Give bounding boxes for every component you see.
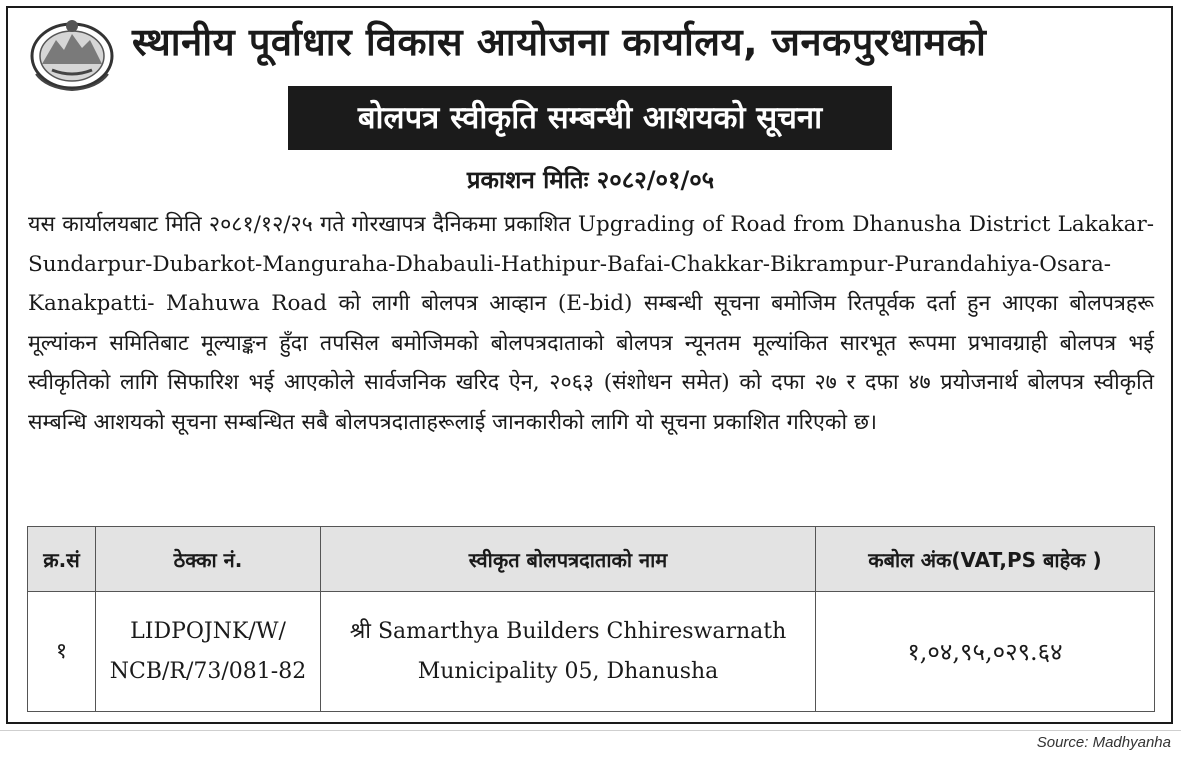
notice-title-banner: बोलपत्र स्वीकृति सम्बन्धी आशयको सूचना bbox=[288, 86, 892, 150]
header-bidder-name: स्वीकृत बोलपत्रदाताको नाम bbox=[321, 527, 816, 592]
notice-paragraph: यस कार्यालयबाट मिति २०८१/१२/२५ गते गोरखापत्र दैनिकमा प्रकाशित Upgrading of Road from Dhanusha District Lakakar-Sundarpur-Dubarkot-Manguraha-Dhabauli-Hathipur-Bafai-Chakkar-Bikrampur-Purandahiya-Osara-Kanakpatti- Mahuwa Road को लागी बोलपत्र आव्हान (E-bid) सम्बन्धी सूचना बमोजिम रितपूर्वक दर्ता हुन आएका बोलपत्रहरू मूल्यांकन समितिबाट मूल्याङ्कन हुँदा तपसिल बमोजिमको बोलपत्रदाताको बोलपत्र न्यूनतम मूल्यांकित सारभूत रूपमा प्रभावग्राही बोलपत्र भई स्वीकृतिको लागि सिफारिश भई आएकोले सार्वजनिक खरिद ऐन, २०६३ (संशोधन समेत) को दफा २७ र दफा ४७ प्रयोजनार्थ बोलपत्र स्वीकृति सम्बन्धि आशयको सूचना सम्बन्धित सबै बोलपत्रदाताहरूलाई जानकारीको लागि यो सूचना प्रकाशित गरिएको छ। bbox=[28, 212, 1154, 435]
office-title: स्थानीय पूर्वाधार विकास आयोजना कार्यालय, जनकपुरधामको bbox=[132, 20, 987, 64]
footer-divider bbox=[0, 730, 1181, 731]
header-bid-amount: कबोल अंक(VAT,PS बाहेक ) bbox=[816, 527, 1155, 592]
table-header-row bbox=[28, 527, 1155, 592]
cell-contract-no: LIDPOJNK/W/ NCB/R/73/081-82 bbox=[96, 592, 321, 712]
publication-date: प्रकाशन मितिः २०८२/०१/०५ bbox=[466, 166, 715, 194]
source-credit: Source: Madhyanha bbox=[1036, 734, 1171, 751]
header-contract-no: ठेक्का नं. bbox=[96, 527, 321, 592]
header-serial-no: क्र.सं bbox=[28, 527, 96, 592]
cell-serial-no: १ bbox=[28, 592, 96, 712]
nepal-emblem-icon bbox=[26, 14, 118, 94]
approved-bidder-table bbox=[27, 526, 1155, 712]
table-row bbox=[28, 592, 1155, 712]
cell-bid-amount: १,०४,९५,०२९.६४ bbox=[816, 592, 1155, 712]
cell-bidder-name: श्री Samarthya Builders Chhireswarnath Municipality 05, Dhanusha bbox=[321, 592, 816, 712]
